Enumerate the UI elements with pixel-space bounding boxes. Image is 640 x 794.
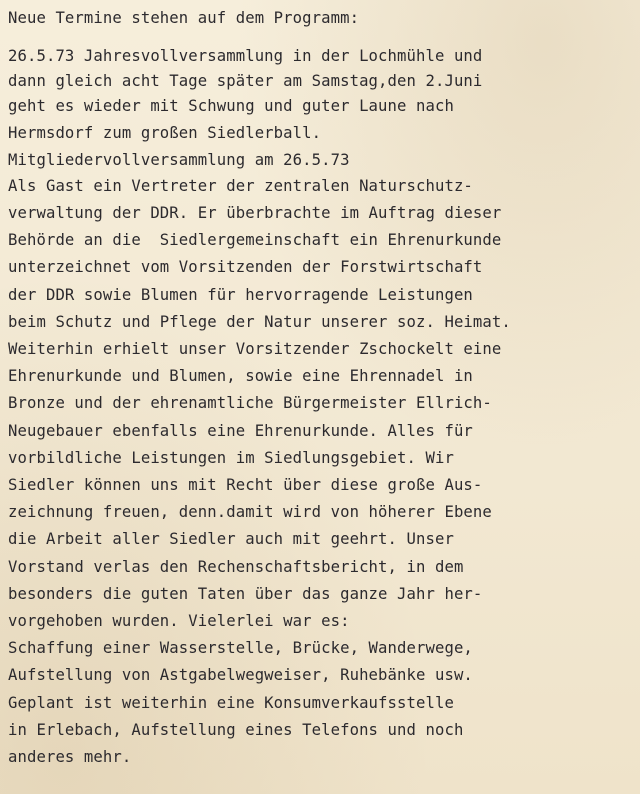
text-line: anderes mehr. [8,748,132,766]
text-line: Behörde an die Siedlergemeinschaft ein Ehrenurkunde [8,231,502,249]
text-line: Neugebauer ebenfalls eine Ehrenurkunde. Alles für [8,422,473,440]
text-line: die Arbeit aller Siedler auch mit geehrt. Unser [8,530,454,548]
text-line: Bronze und der ehrenamtliche Bürgermeister Ellrich- [8,394,492,412]
text-line: Aufstellung von Astgabelwegweiser, Ruhebänke usw. [8,666,473,684]
text-line: besonders die guten Taten über das ganze Jahr her- [8,585,483,603]
text-line: vorgehoben wurden. Vielerlei war es: [8,612,350,630]
text-line: Mitgliedervollversammlung am 26.5.73 [8,151,350,169]
text-line: Siedler können uns mit Recht über diese große Aus- [8,476,483,494]
text-line: Vorstand verlas den Rechenschaftsbericht, in dem [8,558,464,576]
text-line: der DDR sowie Blumen für hervorragende Leistungen [8,286,473,304]
text-line: vorbildliche Leistungen im Siedlungsgebiet. Wir [8,449,454,467]
text-line: zeichnung freuen, denn.damit wird von höherer Ebene [8,503,492,521]
text-line: Als Gast ein Vertreter der zentralen Naturschutz- [8,177,473,195]
text-line: Ehrenurkunde und Blumen, sowie eine Ehrennadel in [8,367,473,385]
text-line: 26.5.73 Jahresvollversammlung in der Lochmühle und [8,47,483,65]
text-line: beim Schutz und Pflege der Natur unserer soz. Heimat. [8,313,511,331]
text-line: verwaltung der DDR. Er überbrachte im Auftrag dieser [8,204,502,222]
text-line: Weiterhin erhielt unser Vorsitzender Zschockelt eine [8,340,502,358]
text-line: in Erlebach, Aufstellung eines Telefons und noch [8,721,464,739]
text-line: dann gleich acht Tage später am Samstag,den 2.Juni [8,72,483,90]
text-line: Neue Termine stehen auf dem Programm: [8,9,360,27]
text-line: Hermsdorf zum großen Siedlerball. [8,124,322,142]
text-line: Schaffung einer Wasserstelle, Brücke, Wanderwege, [8,639,473,657]
text-line: Geplant ist weiterhin eine Konsumverkaufsstelle [8,694,454,712]
text-line: geht es wieder mit Schwung und guter Laune nach [8,97,454,115]
typed-text-block [8,6,632,766]
text-line: unterzeichnet vom Vorsitzenden der Forstwirtschaft [8,258,483,276]
